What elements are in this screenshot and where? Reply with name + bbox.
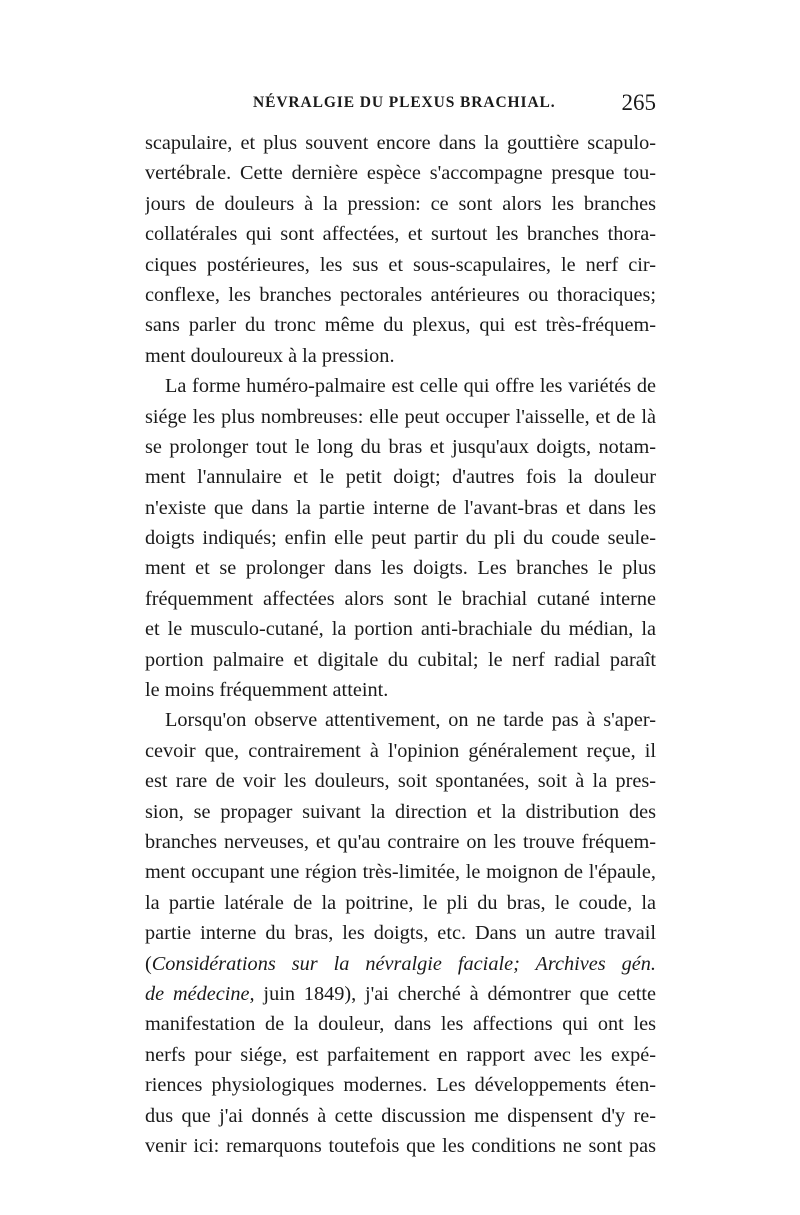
text-line: fréquemment affectées alors sont le brachial cutané interne bbox=[145, 587, 656, 610]
text-line: portion palmaire et digitale du cubital; le nerf radial paraît bbox=[145, 648, 656, 671]
text-line: doigts indiqués; enfin elle peut partir du pli du coude seule- bbox=[145, 527, 656, 550]
text-line: et le musculo-cutané, la portion anti-brachiale du médian, la bbox=[145, 618, 656, 641]
text-line: vertébrale. Cette dernière espèce s'accompagne presque tou- bbox=[145, 162, 656, 185]
text-line: ciques postérieures, les sus et sous-scapulaires, le nerf cir- bbox=[145, 253, 656, 276]
text-line: scapulaire, et plus souvent encore dans la gouttière scapulo- bbox=[145, 132, 656, 154]
text-line: ment l'annulaire et le petit doigt; d'autres fois la douleur bbox=[145, 466, 656, 489]
text-line: manifestation de la douleur, dans les affections qui ont les bbox=[145, 1013, 656, 1036]
text-line: dus que j'ai donnés à cette discussion me dispensent d'y re- bbox=[145, 1104, 656, 1127]
text-line: se prolonger tout le long du bras et jusqu'aux doigts, notam- bbox=[145, 435, 656, 458]
citation-line: (Considérations sur la névralgie faciale; Archives gén. bbox=[145, 952, 656, 975]
text-line: ment occupant une région très-limitée, le moignon de l'épaule, bbox=[145, 861, 656, 884]
citation-italic: de médecine, bbox=[145, 982, 255, 1005]
text-line: sans parler du tronc même du plexus, qui est très-fréquem- bbox=[145, 314, 656, 337]
paragraph-first-line: La forme huméro-palmaire est celle qui offre les variétés de bbox=[165, 375, 656, 398]
text-line: ment douloureux à la pression. bbox=[145, 344, 395, 367]
citation-line: de médecine, juin 1849), j'ai cherché à démontrer que cette bbox=[145, 982, 656, 1005]
text-line: n'existe que dans la partie interne de l'avant-bras et dans les bbox=[145, 496, 656, 519]
text-line: sion, se propager suivant la direction et la distribution des bbox=[145, 800, 656, 823]
text-line: la partie latérale de la poitrine, le pli du bras, le coude, la bbox=[145, 891, 656, 914]
body-text bbox=[145, 128, 656, 1161]
text-line: venir ici: remarquons toutefois que les conditions ne sont pas bbox=[145, 1134, 656, 1157]
running-title: NÉVRALGIE DU PLEXUS BRACHIAL. bbox=[253, 94, 556, 111]
text-line: collatérales qui sont affectées, et surtout les branches thora- bbox=[145, 223, 656, 246]
text-line: le moins fréquemment atteint. bbox=[145, 679, 389, 702]
text-line: est rare de voir les douleurs, soit spontanées, soit à la pres- bbox=[145, 770, 656, 793]
text-line: jours de douleurs à la pression: ce sont alors les branches bbox=[145, 192, 656, 215]
text-line: branches nerveuses, et qu'au contraire on les trouve fréquem- bbox=[145, 830, 656, 853]
text-line: ment et se prolonger dans les doigts. Les branches le plus bbox=[145, 557, 656, 580]
text-line: partie interne du bras, les doigts, etc. Dans un autre travail bbox=[145, 922, 656, 945]
text-line: riences physiologiques modernes. Les développements éten- bbox=[145, 1074, 656, 1097]
page-number: 265 bbox=[621, 90, 656, 115]
text-line: conflexe, les branches pectorales antérieures ou thoraciques; bbox=[145, 283, 656, 306]
citation-italic: Considérations sur la névralgie faciale; Archives gén. bbox=[151, 952, 656, 975]
text-line: nerfs pour siége, est parfaitement en rapport avec les expé- bbox=[145, 1043, 656, 1066]
text-line: siége les plus nombreuses: elle peut occuper l'aisselle, et de là bbox=[145, 405, 656, 428]
text-line: cevoir que, contrairement à l'opinion généralement reçue, il bbox=[145, 739, 656, 762]
page-header bbox=[145, 90, 656, 124]
paragraph-first-line: Lorsqu'on observe attentivement, on ne tarde pas à s'aper- bbox=[165, 709, 656, 732]
